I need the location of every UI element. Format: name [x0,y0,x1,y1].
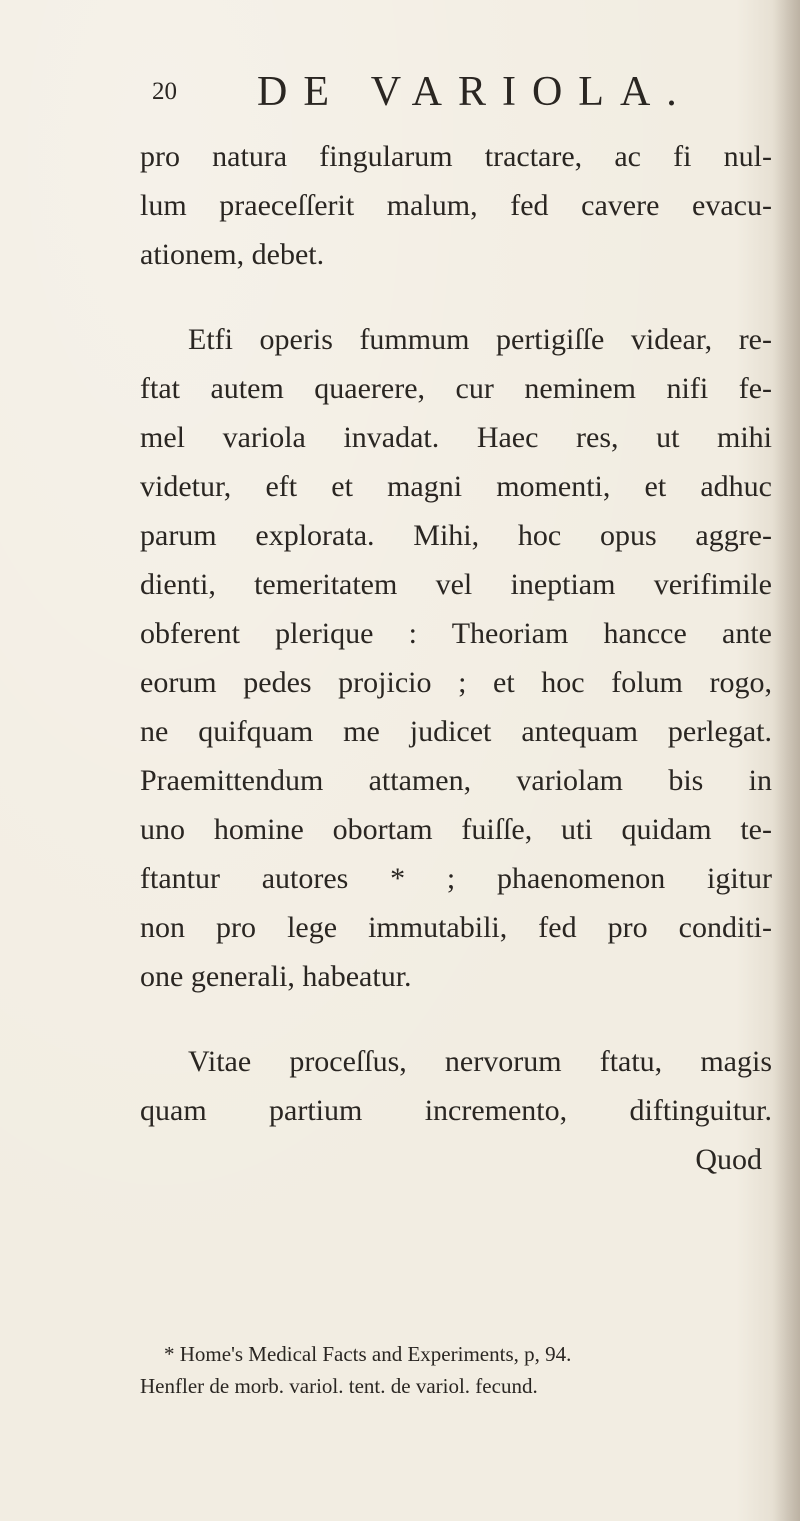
text-line: videtur, eft et magni momenti, et adhuc [140,470,772,503]
catchword: Quod [695,1143,762,1176]
text-line: ftantur autores * ; phaenomenon igitur [140,862,772,895]
footnote-line: Henfler de morb. variol. tent. de variol. fecund. [140,1374,538,1398]
paragraph-gap [140,279,772,315]
text-line: uno homine obortam fuiſſe, uti quidam te- [140,813,772,846]
text-line: Praemittendum attamen, variolam bis in [140,764,772,797]
footnotes [140,1338,772,1402]
text-line: quam partium incremento, diftinguitur. [140,1094,772,1127]
text-line: pro natura fingularum tractare, ac fi nul- [140,140,772,173]
text-line: non pro lege immutabili, fed pro conditi- [140,911,772,944]
text-line: ftat autem quaerere, cur neminem nifi fe- [140,372,772,405]
text-line: parum explorata. Mihi, hoc opus aggre- [140,519,772,552]
running-title: DE VARIOLA. [257,69,693,115]
text-line: ationem, debet. [140,238,325,271]
footnote-line: * Home's Medical Facts and Experiments, p, 94. [164,1342,572,1366]
paragraph-3 [140,1037,772,1135]
text-line: eorum pedes projicio ; et hoc folum rogo, [140,666,772,699]
text-line: mel variola invadat. Haec res, ut mihi [140,421,772,454]
text-line: one generali, habeatur. [140,960,412,993]
paragraph-gap [140,1001,772,1037]
page-number: 20 [152,78,177,105]
page-header [152,68,693,116]
text-line: Etfi operis fummum pertigiſſe videar, re- [188,323,772,356]
paragraph-2 [140,315,772,1001]
text-line: dienti, temeritatem vel ineptiam verifimile [140,568,772,601]
text-line: Vitae proceſſus, nervorum ftatu, magis [188,1045,772,1078]
body-text [140,132,772,1184]
page-edge-shadow [772,0,800,1521]
paragraph-1 [140,132,772,279]
text-line: obferent plerique : Theoriam hancce ante [140,617,772,650]
text-line: ne quifquam me judicet antequam perlegat. [140,715,772,748]
text-line: lum praeceſſerit malum, fed cavere evacu- [140,189,772,222]
